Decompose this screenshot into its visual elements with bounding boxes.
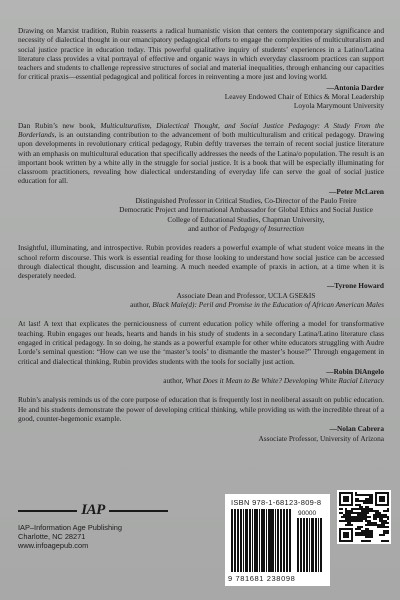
reviewer-affiliation: Associate Professor, University of Arizona xyxy=(258,433,384,443)
barcode xyxy=(225,494,330,586)
review-text-prefix: Dan Rubin’s new book, xyxy=(18,120,101,130)
publisher-block xyxy=(18,502,168,550)
reviewer-name: —Nolan Cabrera xyxy=(329,424,384,434)
authorship-prefix: author, xyxy=(163,376,186,386)
reviewer-authorship xyxy=(18,300,384,309)
review-cabrera xyxy=(18,395,384,423)
publisher-city: Charlotte, NC 28271 xyxy=(18,532,86,541)
authored-title: Black Male(d): Peril and Promise in the Education of African American Males xyxy=(152,300,384,310)
book-title: Multiculturalism, Dialectical Thought, and Social Justice Pedagogy: A Study From the Borderlands xyxy=(18,120,384,139)
reviewer-affiliation: Leavey Endowed Chair of Ethics & Moral Leadership xyxy=(224,92,384,102)
reviewer-name: —Antonia Darder xyxy=(326,82,384,92)
review-text: Rubin’s analysis reminds us of the core purpose of education that is frequently lost in neoliberal assault on public education. He and his students demonstrate the power of developing critical thinking, while providing us with the incredible threat of a good, counter-hegemonic example. xyxy=(18,395,384,423)
reviewer-affiliation: Distinguished Professor in Critical Studies, Co-Director of the Paulo Freire xyxy=(135,196,357,206)
barcode-digits: 9 781681 238098 xyxy=(228,574,296,583)
review-howard xyxy=(18,243,384,280)
authorship-prefix: and author of xyxy=(188,223,230,233)
reviewer-name: —Tyrone Howard xyxy=(326,281,384,291)
qr-code-icon xyxy=(337,490,391,544)
authored-title: Pedagogy of Insurrection xyxy=(229,223,304,233)
reviews xyxy=(18,26,384,453)
review-diangelo xyxy=(18,319,384,365)
reviewer-name: —Peter McLaren xyxy=(329,186,384,196)
iap-logo-icon xyxy=(18,502,168,518)
publisher-name: IAP–Information Age Publishing xyxy=(18,523,122,532)
attribution-cabrera xyxy=(18,424,384,443)
publisher-url: www.infoagepub.com xyxy=(18,541,89,550)
price-code: 90000 xyxy=(298,510,317,517)
barcode-bars xyxy=(231,509,294,572)
reviewer-authorship xyxy=(18,224,384,233)
logo-text: IAP xyxy=(81,502,105,518)
reviewer-affiliation: Loyola Marymount University xyxy=(293,101,384,111)
review-text xyxy=(18,121,384,186)
authorship-prefix: author, xyxy=(130,300,153,310)
review-darder xyxy=(18,26,384,82)
review-mclaren xyxy=(18,121,384,186)
reviewer-authorship xyxy=(18,376,384,385)
review-text-suffix: , is an outstanding contribution to the advancement of both multiculturalism and critical pedagogy. Drawing upon developments in revolutionary critical pedagogy, Rubin deftly traverses the terrain of recent social justice literature with an emphasis on multicultural education that specifically addresses the needs of the Latina/o population. The result is an important book written by a white ally in the struggle for social justice. It is a book that will be especially illuminating for classroom practitioners, revealing how dialectical understanding of everyday life can serve the goal of social justice education for all. xyxy=(18,129,384,186)
barcode-addon-bars xyxy=(297,518,325,572)
review-text: Insightful, illuminating, and introspective. Rubin provides readers a powerful example of what student voice means in the school reform discourse. This work is essential reading for those looking to understand how social justice can be accessed through dialectical thought, discussion and learning. A much needed example of praxis in action, at a time when it is desperately needed. xyxy=(18,243,384,281)
cover-footer xyxy=(0,482,400,600)
attribution-mclaren xyxy=(18,187,384,233)
attribution-darder xyxy=(18,83,384,111)
attribution-diangelo xyxy=(18,367,384,386)
reviewer-affiliation: Associate Dean and Professor, UCLA GSE&IS xyxy=(176,290,316,300)
attribution-howard xyxy=(18,281,384,309)
reviewer-affiliation: College of Educational Studies, Chapman University, xyxy=(167,214,325,224)
review-text: At last! A text that explicates the perniciousness of current education policy while offering a model for transformative teaching. Rubin engages our heads, hearts and hands in his study of students in a secondary Latina/Latino literature class engaged in critical pedagogy. In so doing, he stands as a powerful example for other white educators struggling with Audre Lorde’s seminal question: “How can we use the ‘master’s tools’ to dismantle the master’s house?” Through engagement in critical and dialectical thinking, Rubin provides students with the tools for socially just action. xyxy=(18,319,384,366)
isbn-label: ISBN 978-1-68123-809-8 xyxy=(231,498,322,507)
authored-title: What Does it Mean to Be White? Developing White Racial Literacy xyxy=(185,376,384,386)
review-text: Drawing on Marxist tradition, Rubin reasserts a radical humanistic vision that centers the contemporary significance and necessity of dialectical thought in our emancipatory pedagogical efforts to engage the complexities of multiculturalism and social justice practice in education today. This powerful qualitative inquiry of students’ experiences in a Latino/Latina literature class provides a vital portrayal of effective and organic ways in which everyday classroom practices can support teachers and students to challenge repressive structures of social and material inequalities, through enhancing our capacities for critical praxis—essential pedagogical and political forces in reinventing a more just and loving world. xyxy=(18,26,384,82)
reviewer-name: —Robin DiAngelo xyxy=(326,366,384,376)
reviewer-affiliation: Democratic Project and International Ambassador for Global Ethics and Social Justice xyxy=(119,205,373,215)
